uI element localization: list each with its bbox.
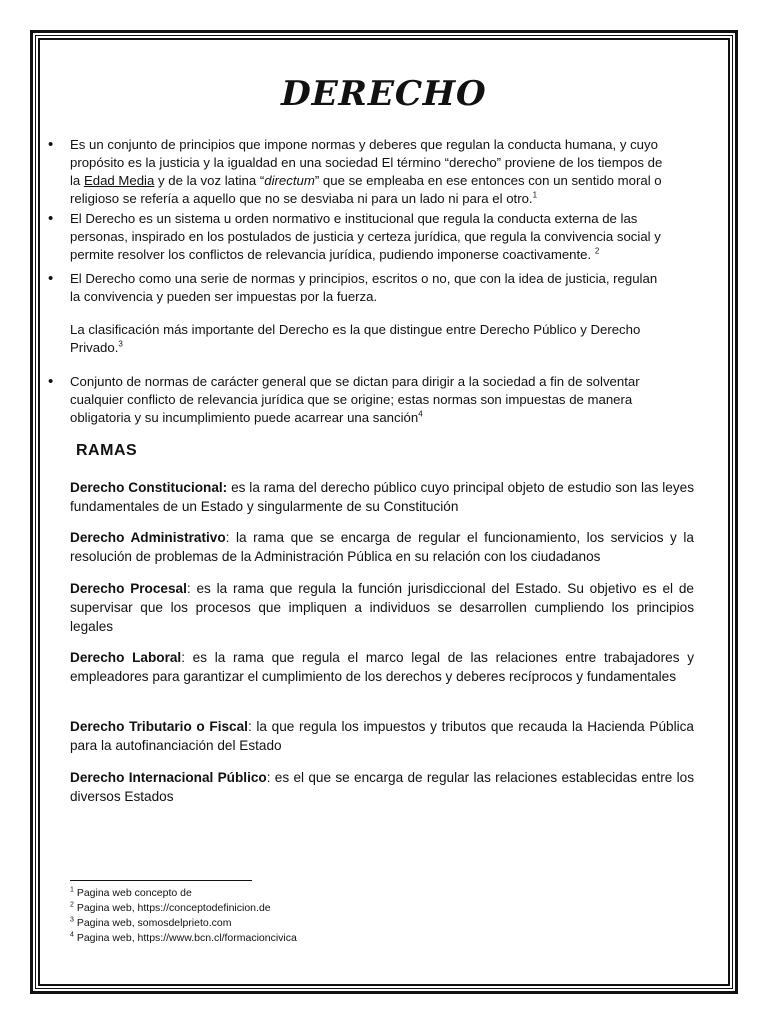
rama-procesal: Derecho Procesal: es la rama que regula la función jurisdiccional del Estado. Su objetivo es el de supervisar que los procesos que impliquen a individuos se desarrollen cumpliendo los principios legales	[70, 581, 694, 634]
footnotes	[70, 886, 297, 946]
bullet-definition-2: El Derecho es un sistema u orden normativo e institucional que regula la conducta externa de las personas, inspirado en los postulados de justicia y certeza jurídica, que regula la convivencia social y permite resolver los conflictos de relevancia jurídica, pudiendo imponerse coactivamente. $^2$	[70, 211, 661, 262]
ramas-heading: RAMAS	[76, 442, 138, 459]
rama-administrativo: Derecho Administrativo: la rama que se encarga de regular el funcionamiento, los servicios y la resolución de problemas de la Administración Pública en su relación con los ciudadanos	[70, 530, 694, 564]
footnote-1: $^1$ Pagina web concepto de	[70, 886, 192, 899]
footnote-ref: 1	[532, 190, 538, 200]
bullet-marker: •	[48, 270, 54, 287]
bullet-marker: •	[48, 373, 54, 390]
footnote-ref: 4	[418, 409, 423, 419]
classification-paragraph: La clasificación más importante del Derecho es la que distingue entre Derecho Público y Derecho Privado.$^3$	[70, 322, 641, 355]
rama-constitucional: Derecho Constitucional: es la rama del derecho público cuyo principal objeto de estudio son las leyes fundamentales de un Estado y singularmente de su Constitución	[70, 480, 694, 514]
edad-media-link[interactable]: Edad Media	[83, 173, 155, 188]
footnote-3: $^3$ Pagina web, somosdelprieto.com	[70, 916, 232, 929]
bullet-marker: •	[48, 136, 54, 153]
bullet-definition-4: Conjunto de normas de carácter general que se dictan para dirigir a la sociedad a fin de solventar cualquier conflicto de relevancia jurídica que se origine; estas normas son impuestas de manera obligatoria y su incumplimiento puede acarrear una sanción$^4$	[70, 374, 640, 425]
footnote-ref: 2	[594, 246, 600, 256]
rama-internacional-publico: Derecho Internacional Público: es el que se encarga de regular las relaciones establecidas entre los diversos Estados	[70, 770, 694, 804]
footnote-4: $^4$ Pagina web, https://www.bcn.cl/formacioncivica	[70, 931, 297, 944]
footnote-2: $^2$ Pagina web, https://conceptodefinicion.de	[70, 901, 271, 914]
footnote-ref: 3	[118, 339, 123, 349]
bullet-definition-1: Es un conjunto de principios que impone normas y deberes que regulan la conducta humana, y cuyo propósito es la justicia y la igualdad en una sociedad El término “derecho” proviene de los tiempos de la Edad Media y de la voz latina “directum” que se empleaba en ese entonces con un sentido moral o religioso se refería a aquello que no se desviaba ni para un lado ni para el otro.$^1$	[70, 137, 663, 206]
rama-tributario: Derecho Tributario o Fiscal: la que regula los impuestos y tributos que recauda la Hacienda Pública para la autofinanciación del Estado	[70, 719, 694, 753]
bullet-definition-3: El Derecho como una serie de normas y principios, escritos o no, que con la idea de justicia, regulan la convivencia y pueden ser impuestas por la fuerza.	[70, 271, 658, 304]
page-title: DERECHO	[277, 74, 491, 114]
bullet-marker: •	[48, 210, 54, 227]
footnote-separator	[70, 880, 252, 881]
rama-laboral: Derecho Laboral: es la rama que regula el marco legal de las relaciones entre trabajadores y empleadores para garantizar el cumplimiento de los derechos y deberes recíprocos y fundamentales	[70, 650, 695, 684]
